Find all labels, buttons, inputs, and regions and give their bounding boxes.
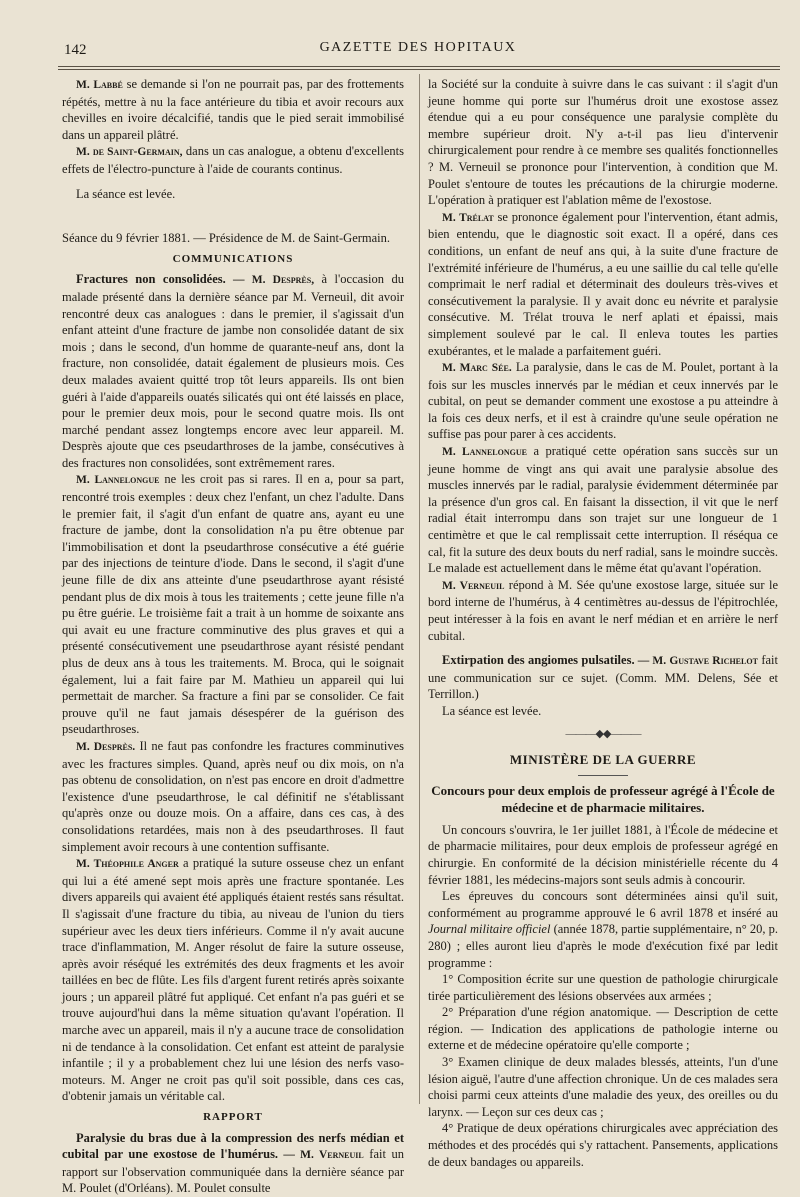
journal-title: GAZETTE DES HOPITAUX: [319, 40, 517, 55]
paragraph-trelat: M. Trélat se prononce également pour l'intervention, étant admis, bien entendu, que le diagnostic soit exact. Il a opéré, dans ces conditions, un enfant de neuf ans qui, à la suite d'une fracture de l'extrémité inférieure de l'humérus, a eu une saillie du cal telle qu'elle comprimait le nerf radial et déterminait des douleurs très-vives et consécutivement la paralysie. Il y avait donc eu névrite et paralysie consécutive. M. Trélat trouva le nerf aplati et épaissi, mais simplement soulevé par le cal. Il enleva toutes les parties exubérantes, et le malade a parfaitement guéri.: [428, 209, 778, 358]
article-title: Fractures non consolidées.: [76, 272, 226, 287]
paragraph-despres: M. Desprès. Il ne faut pas confondre les fractures comminutives avec les fractures simples. Quand, après neuf ou dix mois, on n'a pas obtenu de consolidation, on n'est pas encore en droit d'admettre l'existence d'une pseudarthrose, le cal définitif ne s'établissant qu'après onze ou douze mois. On a affaire, dans ces cas, à des consolidations retardées, mais non à des pseudarthroses. Il faut simplement avoir recours à une contention suffisante.: [62, 738, 404, 854]
speaker-name: M. Verneuil: [442, 579, 505, 592]
paragraph-continuation: la Société sur la conduite à suivre dans le cas suivant : il s'agit d'un jeune homme qui porte sur l'humérus droit une exostose assez étendue qui a eu pour conséquence une paralysie complète du membre supérieur droit. N'y a-t-il pas lieu d'intervenir chirurgicalement pour rendre à ce membre ses qualités fonctionnelles ? M. Verneuil se prononce pour l'intervention, à condition que M. Poulet s'entoure de toutes les précautions de la chirurgie moderne. L'opération à pratiquer est l'ablation même de l'exostose.: [428, 77, 778, 208]
paragraph-paralysie: Paralysie du bras due à la compression des nerfs médian et cubital par une exostose de l'humérus. — M. Verneuil fait un rapport sur l'observation communiquée dans la dernière séance par M. Poulet (d'Orléans). M. Poulet consulte: [62, 1130, 404, 1196]
journal-reference: Journal militaire officiel: [428, 922, 551, 937]
speaker-name: M. Marc Sée.: [442, 362, 512, 375]
section-heading-communications: COMMUNICATIONS: [172, 252, 294, 265]
short-rule: [578, 775, 628, 776]
speaker-name: M. Labbé: [76, 79, 123, 91]
speaker-name: M. de Saint-Germain,: [76, 146, 183, 159]
seance-heading: Séance du 9 février 1881. — Présidence de M. de Saint-Germain.: [62, 231, 391, 246]
left-column: [62, 76, 404, 1197]
paragraph-lannelongue-2: M. Lannelongue a pratiqué cette opération sans succès sur un jeune homme de vingt ans qui avait une paralysie absolue des muscles innervés par le radial, paralysie évidemment déterminée par la présence d'un gros cal. En faisant la dissection, il vit que le nerf radial était interrompu dans son trajet sur une longueur de 1 centimètre et que le cal remplissait cette interruption. Il réséqua ce cal, fit la suture des deux bouts du nerf radial, sans le moindre succès. Le malade est actuellement dans le même état qu'avant l'opération.: [428, 444, 778, 576]
speaker-name: M. Trélat: [442, 211, 494, 224]
list-item: 3° Examen clinique de deux malades blessés, atteints, l'un d'une lésion aiguë, l'autre d'une affection chronique. Un de ces malades sera choisi parmi ceux atteints d'une maladie des yeux, des oreilles ou du larynx. — Leçon sur ces deux cas ;: [428, 1055, 778, 1119]
paragraph-labbe: M. Labbé se demande si l'on ne pourrait pas, par des frottements répétés, mettre à nu la face antérieure du tibia et avoir recours aux chevilles en ivoire décalcifié, tandis que le pied serait immobilisé dans un appareil plâtré.: [62, 77, 404, 142]
list-item: 1° Composition écrite sur une question de pathologie chirurgicale tirée particulièrement des lésions observées aux armées ;: [428, 972, 778, 1003]
speaker-name: M. Lannelongue: [442, 446, 527, 459]
speaker-name: M. Desprès.: [76, 740, 136, 753]
paragraph-extirpation: Extirpation des angiomes pulsatiles. — M. Gustave Richelot fait une communication sur ce sujet. (Comm. MM. Delens, Sée et Terrillon.): [428, 653, 778, 702]
page-header: [58, 38, 778, 60]
seance-levee: La séance est levée.: [76, 186, 176, 201]
paragraph-anger: M. Théophile Anger a pratiqué la suture osseuse chez un enfant qui lui a été amené sept mois après une fracture spontanée. Les divers appareils qui avaient été appliqués étaient restés sans résultat. Il s'agissait d'une fracture du tibia, au niveau de l'union du tiers supérieur avec les deux tiers inférieurs. Comme il n'y avait aucune trace d'inflammation, M. Anger résolut de faire la suture osseuse, après avoir réséqué les extrémités des deux fragments et les avoir taillées en bec de flûte. Les fils d'argent furent retirés après soixante jours ; un appareil plâtré fut appliqué. Cet enfant n'a pas guéri et se trouve aujourd'hui dans la même situation qu'avant l'opération. Il marche avec un appareil, mais il n'y a aucune trace de consolidation ni de tendance à la consolidation. Cet enfant est atteint de paralysie infantile ; il y a probablement chez lui une lésion des nerfs vaso-moteurs. M. Anger ne croit pas qu'il soit possible, dans ces cas, d'obtenir jamais un véritable cal.: [62, 856, 404, 1104]
ministry-heading: MINISTÈRE DE LA GUERRE: [509, 752, 697, 768]
paragraph-marc-see: M. Marc Sée. La paralysie, dans le cas de M. Poulet, portant à la fois sur les muscles innervés par le médian et ceux innervés par le cubital, on peut se demander comment une exostose a pu atteindre à la fois ces deux nerfs, et il est à craindre qu'une seule opération ne suffise pas pour parer à ces accidents.: [428, 360, 778, 442]
article-title: Paralysie du bras due à la compression des nerfs médian et cubital par une exostose de l'humérus.: [62, 1130, 404, 1162]
seance-levee-2: La séance est levée.: [442, 703, 542, 718]
paragraph-verneuil: M. Verneuil répond à M. Sée qu'une exostose large, située sur le bord interne de l'humérus, à 4 centimètres au-dessus de l'épitrochlée, peut intéresser à la fois en avant le nerf médian et en arrière le nerf cubital.: [428, 577, 779, 643]
paragraph-saint-germain: M. de Saint-Germain, dans un cas analogue, a obtenu d'excellents effets de l'électro-puncture à l'aide de courants continus.: [62, 144, 404, 176]
paragraph-fractures: Fractures non consolidées. — M. Desprès, à l'occasion du malade présenté dans la dernière séance par M. Verneuil, dit avoir rencontré deux cas analogues : dans le premier, il s'agissait d'un enfant atteint d'une fracture de jambe non consolidée datant de six mois ; dans le second, d'un homme de quarante-neuf ans, dont la fracture, non consolidée, datait également de plusieurs mois. Ces deux malades avaient quitté trop tôt leurs appareils. Ils ont bien guéri à l'aide d'appareils ouatés silicatés qui ont été laissés en place, pour le premier deux mois, pour le second quatre mois. Ils ont marché pendant assez longtemps encore avec leur appareil. M. Desprès ajoute que ces pseudarthroses de la jambe, consécutives à des fractures non consolidées, sont extrêmement rares.: [62, 272, 404, 470]
speaker-name: — M. Desprès,: [225, 274, 315, 287]
section-heading-rapport: RAPPORT: [203, 1111, 263, 1124]
list-item: 4° Pratique de deux opérations chirurgicales avec appréciation des méthodes et des procédés qui s'y rattachent. Pansements, applications de deux bandages ou appareils.: [428, 1121, 778, 1169]
right-column: [428, 76, 778, 1170]
ornament-divider: ———◆◆———: [565, 727, 641, 740]
speaker-name: M. Lannelongue: [76, 474, 160, 487]
paragraph-concours-1: Un concours s'ouvrira, le 1er juillet 1881, à l'École de médecine et de pharmacie militaires, pour deux emplois de professeur agrégé en chirurgie. En conformité de la décision ministérielle récente du 4 février 1881, les médecins-majors sont seuls admis à concourir.: [428, 822, 778, 887]
column-divider: [419, 74, 420, 1104]
paragraph-lannelongue: M. Lannelongue ne les croit pas si rares. Il en a, pour sa part, rencontré trois exemples : deux chez l'enfant, un chez l'adulte. Dans le premier fait, il s'agit d'un enfant de quatre ans, ayant eu une fracture de jambe, dont la consolidation n'a pu être obtenue par l'immobilisation et dont la pseudarthrose consécutive a été guérie par des injections de teinture d'iode. Dans le second, il s'agit d'une jeune fille de dix ans atteinte d'une pseudarthrose ayant résisté pendant plus de dix mois à tous les traitements ; cette jeune fille n'a pu être guérie. Le troisième fait a trait à un homme de soixante ans qui avait eu une fracture comminutive des plus graves et qui a présenté consécutivement une pseudarthrose ayant résisté pendant plus de deux ans à tous les traitements. M. Broca, qui le soignait également, lui a fait faire par M. Mathieu un appareil qui lui permettait de marcher. Sa fracture a fini par se consolider. Ce fait prouve qu'il ne faut jamais désespérer de la guérison des pseudarthroses.: [62, 472, 404, 737]
concours-title: Concours pour deux emplois de professeur agrégé à l'École de médecine et de pharmacie militaires.: [431, 782, 775, 815]
list-item: 2° Préparation d'une région anatomique. — Description de cette région. — Indication des applications de pathologie interne ou externe et de médecine opératoire qu'elle comporte ;: [428, 1005, 778, 1053]
header-rule-double: [58, 69, 780, 70]
page-number: 142: [64, 42, 87, 58]
paragraph-concours-2: Les épreuves du concours sont déterminées ainsi qu'il suit, conformément au programme approuvé le 6 avril 1878 et inséré au Journal militaire officiel (année 1878, partie supplémentaire, n° 20, p. 280) ; elles auront lieu d'après le mode d'exécution fixé par ledit programme :: [428, 889, 778, 970]
speaker-name: — M. Gustave Richelot: [634, 655, 758, 668]
article-title: Extirpation des angiomes pulsatiles.: [442, 653, 635, 668]
header-rule: [58, 66, 780, 67]
speaker-name: M. Théophile Anger: [76, 858, 179, 871]
speaker-name: — M. Verneuil: [278, 1149, 364, 1162]
